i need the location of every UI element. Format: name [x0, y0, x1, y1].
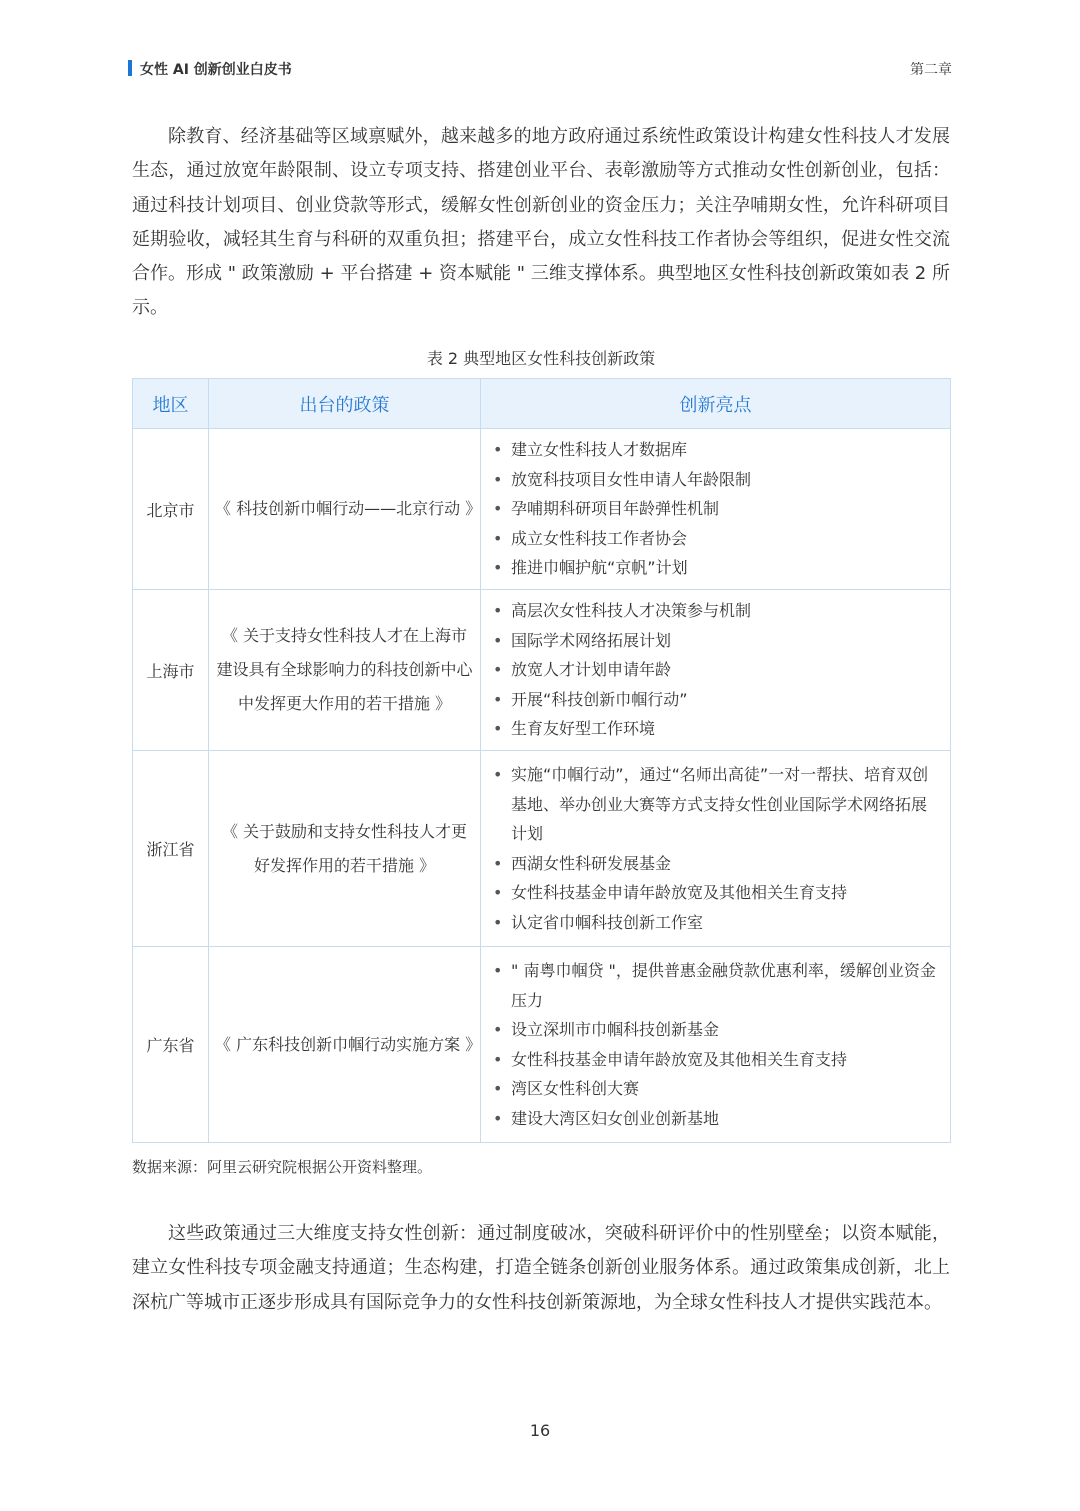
chapter-label: 第二章: [910, 62, 952, 78]
highlights-cell: [481, 751, 951, 947]
header-policy: 出台的政策: [209, 379, 481, 429]
highlight-item: • " 南粤巾帼贷 "，提供普惠金融贷款优惠利率，缓解创业资金压力: [489, 956, 940, 1015]
header-accent-bar: [128, 60, 132, 76]
highlights-cell: [481, 590, 951, 751]
region-cell: 广东省: [133, 947, 209, 1143]
policy-cell: 《 关于支持女性科技人才在上海市建设具有全球影响力的科技创新中心中发挥更大作用的若干措施 》: [209, 590, 481, 751]
table-row-shanghai: [133, 590, 951, 751]
conclusion-paragraph: 这些政策通过三大维度支持女性创新：通过制度破冰，突破科研评价中的性别壁垒；以资本赋能，建立女性科技专项金融支持通道；生态构建，打造全链条创新创业服务体系。通过政策集成创新，北上深杭广等城市正逐步形成具有国际竞争力的女性科技创新策源地，为全球女性科技人才提供实践范本。: [132, 1223, 950, 1313]
header-region: 地区: [133, 379, 209, 429]
region-cell: 北京市: [133, 429, 209, 590]
header-highlights: 创新亮点: [481, 379, 951, 429]
highlight-item: • 女性科技基金申请年龄放宽及其他相关生育支持: [489, 878, 940, 908]
highlight-item: • 建设大湾区妇女创业创新基地: [489, 1104, 940, 1134]
highlight-item: • 生育友好型工作环境: [489, 714, 940, 744]
highlight-item: • 实施“巾帼行动”，通过“名师出高徒”一对一帮扶、培育双创基地、举办创业大赛等方式支持女性创业国际学术网络拓展计划: [489, 760, 940, 849]
highlights-cell: [481, 429, 951, 590]
highlight-item: • 推进巾帼护航“京帆”计划: [489, 553, 940, 583]
highlight-item: • 认定省巾帼科技创新工作室: [489, 908, 940, 938]
page-number: 16: [529, 1421, 551, 1440]
highlight-item: • 湾区女性科创大赛: [489, 1074, 940, 1104]
region-cell: 上海市: [133, 590, 209, 751]
highlight-item: • 开展“科技创新巾帼行动”: [489, 685, 940, 715]
data-source-note: 数据来源：阿里云研究院根据公开资料整理。: [132, 1158, 433, 1176]
highlight-item: • 放宽科技项目女性申请人年龄限制: [489, 465, 940, 495]
table-row-guangdong: [133, 947, 951, 1143]
policy-table: [132, 378, 951, 1143]
table-caption: 表 2 典型地区女性科技创新政策: [426, 349, 656, 368]
highlight-item: • 建立女性科技人才数据库: [489, 435, 940, 465]
highlight-item: • 孕哺期科研项目年龄弹性机制: [489, 494, 940, 524]
intro-paragraph: 除教育、经济基础等区域禀赋外，越来越多的地方政府通过系统性政策设计构建女性科技人才发展生态，通过放宽年龄限制、设立专项支持、搭建创业平台、表彰激励等方式推动女性创新创业，包括：通过科技计划项目、创业贷款等形式，缓解女性创新创业的资金压力；关注孕哺期女性，允许科研项目延期验收，减轻其生育与科研的双重负担；搭建平台，成立女性科技工作者协会等组织，促进女性交流合作。形成 " 政策激励 + 平台搭建 + 资本赋能 " 三维支撑体系。典型地区女性科技创新政策如表 2 所示。: [132, 126, 950, 319]
highlights-list: [489, 760, 940, 937]
highlights-list: [489, 596, 940, 744]
document-title: 女性 AI 创新创业白皮书: [140, 62, 292, 78]
highlights-cell: [481, 947, 951, 1143]
highlight-item: • 高层次女性科技人才决策参与机制: [489, 596, 940, 626]
table-header-row: [133, 379, 951, 429]
page-header: [128, 58, 952, 80]
highlight-item: • 放宽人才计划申请年龄: [489, 655, 940, 685]
policy-cell: 《 科技创新巾帼行动——北京行动 》: [209, 429, 481, 590]
region-cell: 浙江省: [133, 751, 209, 947]
highlight-item: • 女性科技基金申请年龄放宽及其他相关生育支持: [489, 1045, 940, 1075]
table-row-beijing: [133, 429, 951, 590]
highlights-list: [489, 435, 940, 583]
highlight-item: • 国际学术网络拓展计划: [489, 626, 940, 656]
highlights-list: [489, 956, 940, 1133]
policy-cell: 《 关于鼓励和支持女性科技人才更好发挥作用的若干措施 》: [209, 751, 481, 947]
table-row-zhejiang: [133, 751, 951, 947]
highlight-item: • 设立深圳市巾帼科技创新基金: [489, 1015, 940, 1045]
policy-cell: 《 广东科技创新巾帼行动实施方案 》: [209, 947, 481, 1143]
highlight-item: • 西湖女性科研发展基金: [489, 849, 940, 879]
highlight-item: • 成立女性科技工作者协会: [489, 524, 940, 554]
